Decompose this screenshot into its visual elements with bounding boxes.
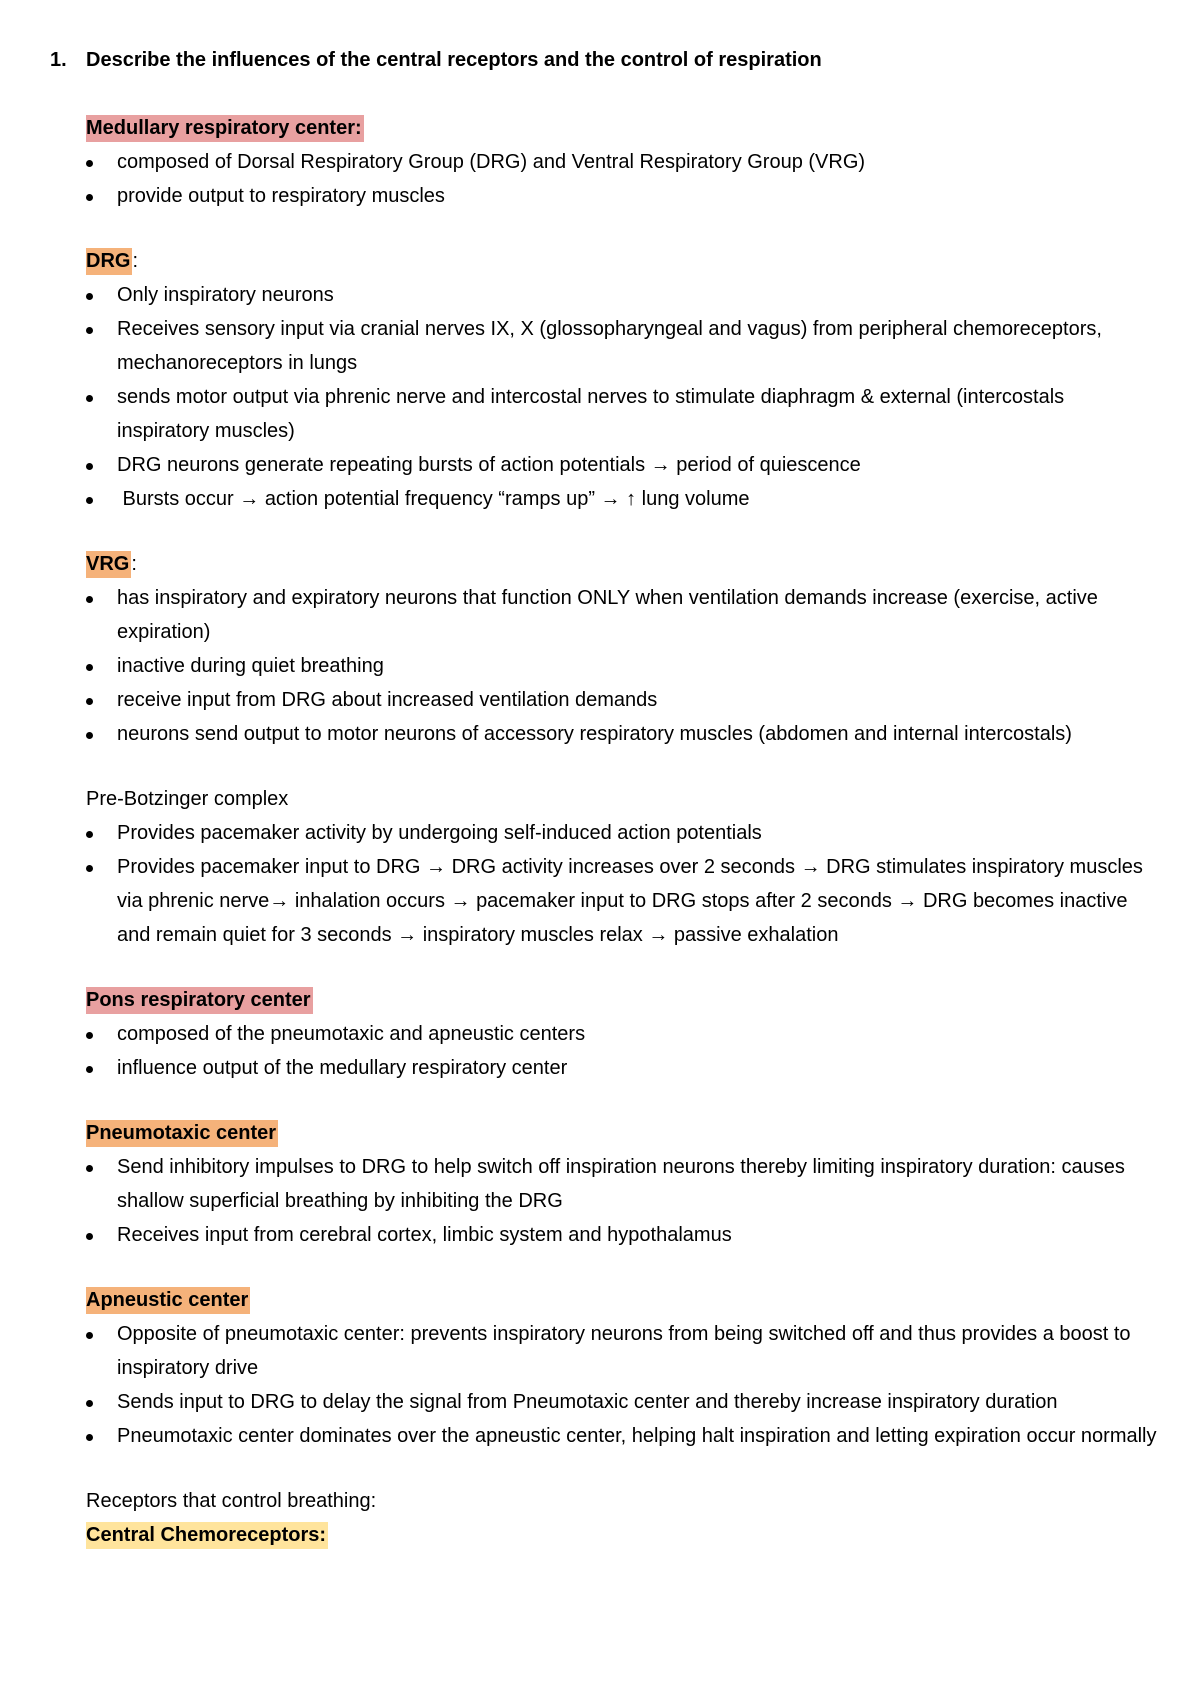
list-item: Sends input to DRG to delay the signal from Pneumotaxic center and thereby increase inspiratory duration: [86, 1385, 1160, 1419]
vrg-section: [86, 547, 1160, 751]
prebotzinger-heading: Pre-Botzinger complex: [86, 788, 289, 810]
pneumotaxic-heading-text: Pneumotaxic center: [86, 1120, 278, 1147]
medullary-heading-text: Medullary respiratory center:: [86, 115, 364, 142]
list-item: Receives sensory input via cranial nerves IX, X (glossopharyngeal and vagus) from peripheral chemoreceptors, mechanoreceptors in lungs: [86, 312, 1160, 380]
question-title: [0, 40, 1200, 80]
list-item: DRG neurons generate repeating bursts of action potentials → period of quiescence: [86, 448, 1160, 482]
question-number: 1.: [50, 49, 67, 71]
apneustic-heading-text: Apneustic center: [86, 1287, 250, 1314]
drg-section: [86, 244, 1160, 516]
medullary-section: [86, 111, 1160, 213]
drg-heading-colon: :: [132, 250, 139, 272]
list-item: composed of the pneumotaxic and apneustic centers: [86, 1017, 1160, 1051]
prebotzinger-list: [86, 816, 1160, 952]
pneumotaxic-section: [86, 1116, 1160, 1252]
apneustic-list: [86, 1317, 1160, 1453]
vrg-heading-colon: :: [131, 553, 137, 575]
apneustic-section: [86, 1283, 1160, 1453]
pons-section: [86, 983, 1160, 1085]
receptors-heading: Receptors that control breathing:: [86, 1490, 377, 1512]
list-item: Pneumotaxic center dominates over the apneustic center, helping halt inspiration and letting expiration occur normally: [86, 1419, 1160, 1453]
list-item: neurons send output to motor neurons of accessory respiratory muscles (abdomen and internal intercostals): [86, 717, 1160, 751]
central-chemoreceptors-heading-text: Central Chemoreceptors:: [86, 1522, 328, 1549]
list-item: Send inhibitory impulses to DRG to help switch off inspiration neurons thereby limiting inspiratory duration: causes shallow superficial breathing by inhibiting the DRG: [86, 1150, 1160, 1218]
list-item: inactive during quiet breathing: [86, 649, 1160, 683]
vrg-list: [86, 581, 1160, 751]
list-item: Provides pacemaker input to DRG → DRG activity increases over 2 seconds → DRG stimulates inspiratory muscles via phrenic nerve→ inhalation occurs → pacemaker input to DRG stops after 2 seconds → DRG becomes inactive and remain quiet for 3 seconds → inspiratory muscles relax → passive exhalation: [86, 850, 1160, 952]
drg-heading: [86, 244, 1160, 278]
question-text: Describe the influences of the central receptors and the control of respiration: [86, 49, 822, 71]
list-item: composed of Dorsal Respiratory Group (DRG) and Ventral Respiratory Group (VRG): [86, 145, 1160, 179]
list-item: receive input from DRG about increased ventilation demands: [86, 683, 1160, 717]
apneustic-heading: [86, 1283, 1160, 1317]
pons-list: [86, 1017, 1160, 1085]
medullary-heading: [86, 111, 1160, 145]
list-item: Bursts occur → action potential frequency “ramps up” → ↑ lung volume: [86, 482, 1160, 516]
list-item: sends motor output via phrenic nerve and intercostal nerves to stimulate diaphragm & external (intercostals inspiratory muscles): [86, 380, 1160, 448]
prebotzinger-section: [86, 782, 1160, 952]
pons-heading: [86, 983, 1160, 1017]
vrg-heading-text: VRG: [86, 551, 131, 578]
list-item: Only inspiratory neurons: [86, 278, 1160, 312]
vrg-heading: [86, 547, 1160, 581]
central-chemoreceptors-heading: [86, 1518, 1160, 1552]
pneumotaxic-heading: [86, 1116, 1160, 1150]
drg-heading-text: DRG: [86, 248, 132, 275]
list-item: influence output of the medullary respiratory center: [86, 1051, 1160, 1085]
drg-list: [86, 278, 1160, 516]
pneumotaxic-list: [86, 1150, 1160, 1252]
list-item: Opposite of pneumotaxic center: prevents inspiratory neurons from being switched off and thus provides a boost to inspiratory drive: [86, 1317, 1160, 1385]
list-item: Provides pacemaker activity by undergoing self-induced action potentials: [86, 816, 1160, 850]
list-item: Receives input from cerebral cortex, limbic system and hypothalamus: [86, 1218, 1160, 1252]
list-item: provide output to respiratory muscles: [86, 179, 1160, 213]
list-item: has inspiratory and expiratory neurons that function ONLY when ventilation demands increase (exercise, active expiration): [86, 581, 1160, 649]
receptors-section: [86, 1484, 1160, 1552]
pons-heading-text: Pons respiratory center: [86, 987, 313, 1014]
medullary-list: [86, 145, 1160, 213]
